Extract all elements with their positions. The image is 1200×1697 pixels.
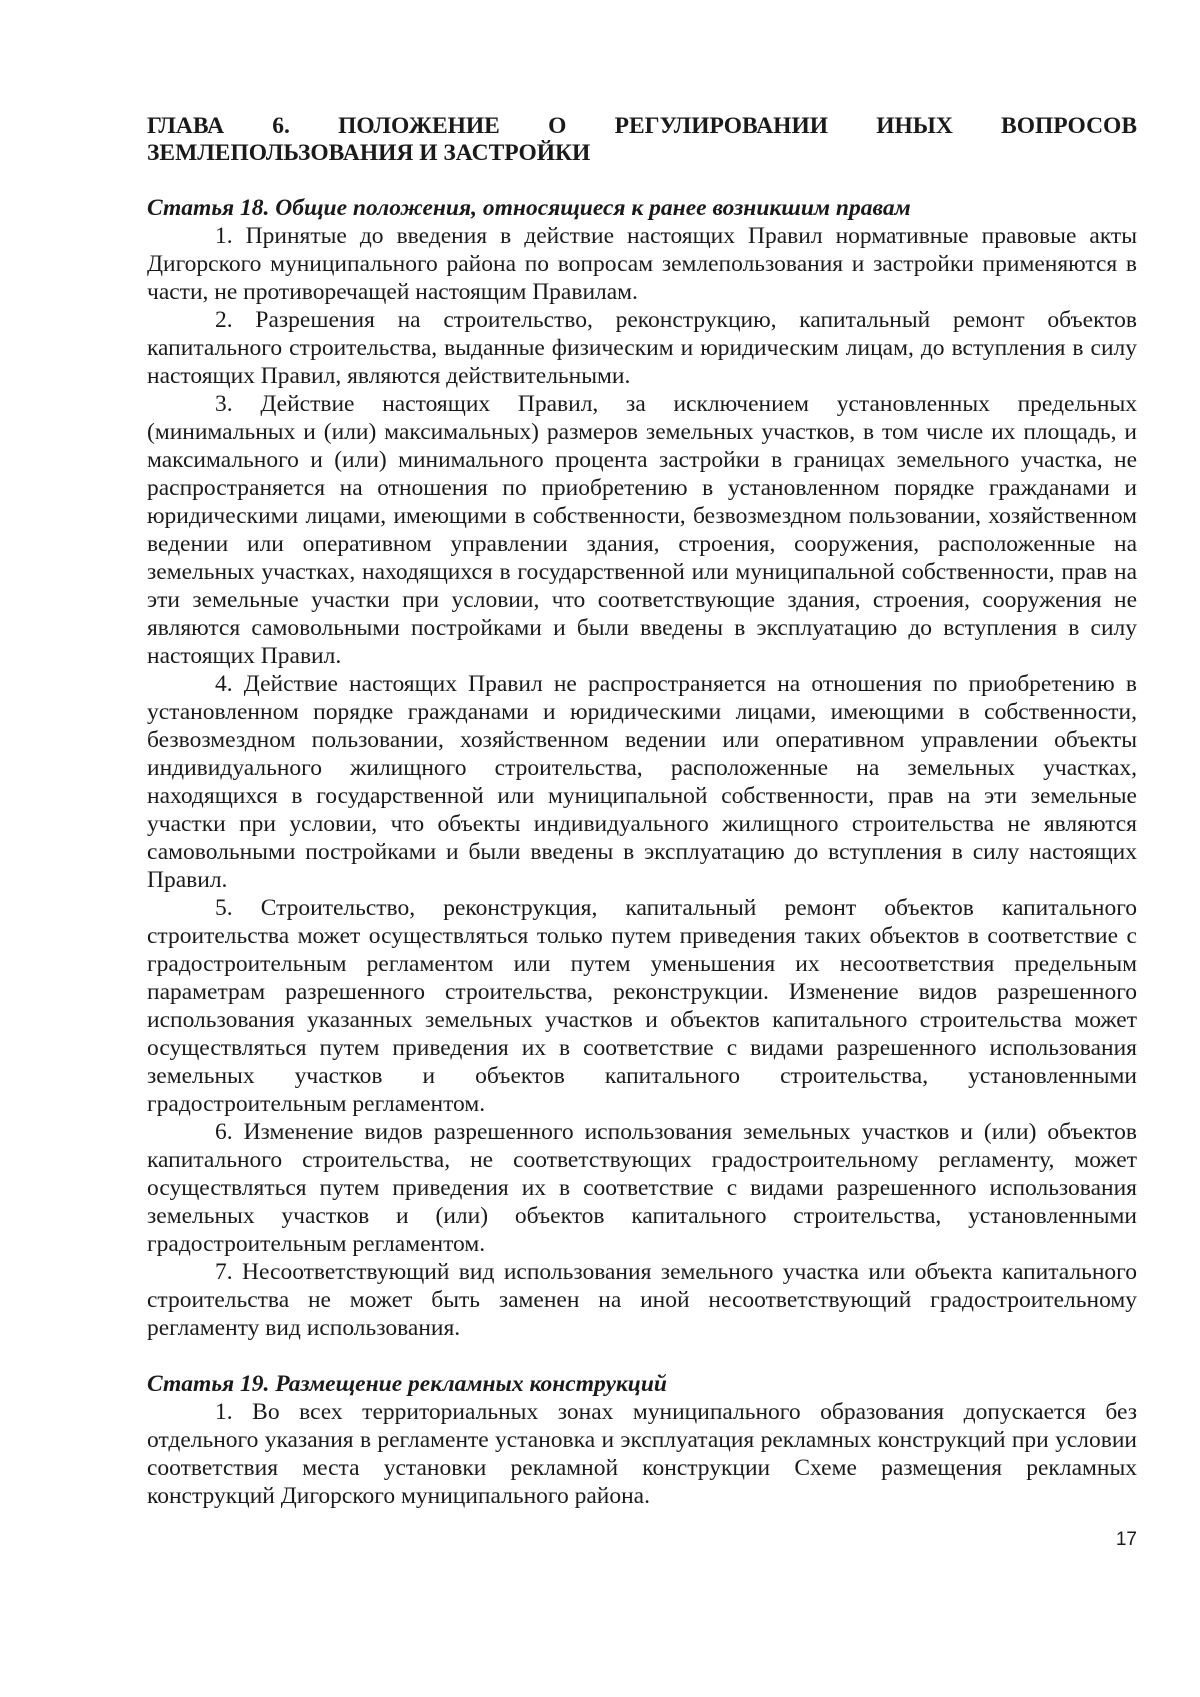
article-18-title: Статья 18. Общие положения, относящиеся к ранее возникшим правам (147, 195, 911, 221)
article-19-title: Статья 19. Размещение рекламных конструкций (147, 1371, 667, 1397)
article-18-paragraph-5: 5. Строительство, реконструкция, капитальный ремонт объектов капитального строительства может осуществляться только путем приведения таких объектов в соответствие с градостроительным регламентом или путем уменьшения их несоответствия предельным параметрам разрешенного строительства, реконструкции. Изменение видов разрешенного использования указанных земельных участков и объектов капитального строительства может осуществляться путем приведения их в соответствие с видами разрешенного использования земельных участков и объектов капитального строительства, установленными градостроительным регламентом. (147, 895, 1137, 1117)
article-18-paragraph-2: 2. Разрешения на строительство, реконструкцию, капитальный ремонт объектов капитального строительства, выданные физическим и юридическим лицам, до вступления в силу настоящих Правил, являются действительными. (147, 307, 1137, 389)
article-18-paragraph-4: 4. Действие настоящих Правил не распространяется на отношения по приобретению в установленном порядке гражданами и юридическими лицами, имеющими в собственности, безвозмездном пользовании, хозяйственном ведении или оперативном управлении объекты индивидуального жилищного строительства, расположенные на земельных участках, находящихся в государственной или муниципальной собственности, прав на эти земельные участки при условии, что объекты индивидуального жилищного строительства не являются самовольными постройками и были введены в эксплуатацию до вступления в силу настоящих Правил. (147, 671, 1137, 893)
section-spacer (147, 1342, 1137, 1370)
article-18-paragraph-1: 1. Принятые до введения в действие настоящих Правил нормативные правовые акты Дигорского муниципального района по вопросам землепользования и застройки применяются в части, не противоречащей настоящим Правилам. (147, 223, 1137, 305)
article-18 (147, 194, 1137, 1342)
article-18-paragraph-3: 3. Действие настоящих Правил, за исключением установленных предельных (минимальных и (или) максимальных) размеров земельных участков, в том числе их площадь, и максимального и (или) минимального процента застройки в границах земельного участка, не распространяется на отношения по приобретению в установленном порядке гражданами и юридическими лицами, имеющими в собственности, безвозмездном пользовании, хозяйственном ведении или оперативном управлении здания, строения, сооружения, расположенные на земельных участках, находящихся в государственной или муниципальной собственности, прав на эти земельные участки при условии, что соответствующие здания, строения, сооружения не являются самовольными постройками и были введены в эксплуатацию до вступления в силу настоящих Правил. (147, 391, 1137, 669)
article-19-paragraph-1: 1. Во всех территориальных зонах муниципального образования допускается без отдельного указания в регламенте установка и эксплуатация рекламных конструкций при условии соответствия места установки рекламной конструкции Схеме размещения рекламных конструкций Дигорского муниципального района. (147, 1399, 1137, 1509)
page-number: 17 (1115, 1529, 1137, 1550)
article-18-paragraph-6: 6. Изменение видов разрешенного использования земельных участков и (или) объектов капитального строительства, не соответствующих градостроительному регламенту, может осуществляться путем приведения их в соответствие с видами разрешенного использования земельных участков и (или) объектов капитального строительства, установленными градостроительным регламентом. (147, 1119, 1137, 1257)
page-content (147, 113, 1137, 1510)
article-18-paragraph-7: 7. Несоответствующий вид использования земельного участка или объекта капитального строительства не может быть заменен на иной несоответствующий градостроительному регламенту вид использования. (147, 1259, 1137, 1341)
chapter-heading-line-1: ГЛАВА 6. ПОЛОЖЕНИЕ О РЕГУЛИРОВАНИИ ИНЫХ ВОПРОСОВ (147, 113, 1137, 139)
chapter-heading-line-2: ЗЕМЛЕПОЛЬЗОВАНИЯ И ЗАСТРОЙКИ (147, 140, 591, 166)
chapter-heading (147, 113, 1137, 167)
article-19 (147, 1370, 1137, 1510)
